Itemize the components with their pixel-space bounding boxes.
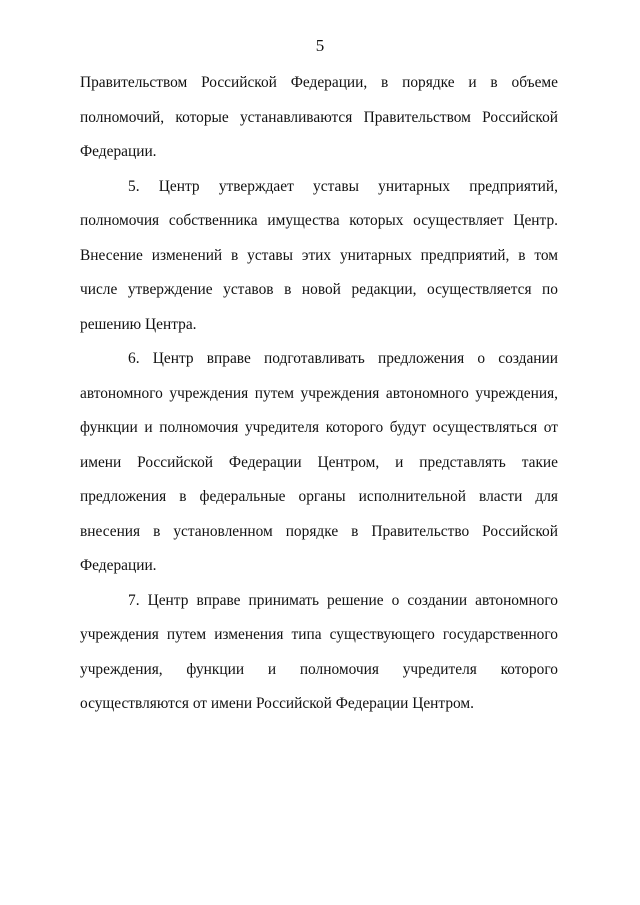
document-body [80, 66, 558, 722]
paragraph-item-6: 6. Центр вправе подготавливать предложения о создании автономного учреждения путем учреждения автономного учреждения, функции и полномочия учредителя которого будут осуществляться от имени Российской Федерации Центром, и представлять такие предложения в федеральные органы исполнительной власти для внесения в установленном порядке в Правительство Российской Федерации. [80, 350, 558, 574]
paragraph-continuation: Правительством Российской Федерации, в порядке и в объеме полномочий, которые устанавливаются Правительством Российской Федерации. [80, 74, 558, 160]
paragraph-item-7: 7. Центр вправе принимать решение о создании автономного учреждения путем изменения типа существующего государственного учреждения, функции и полномочия учредителя которого осуществляются от имени Российской Федерации Центром. [80, 591, 558, 712]
page-number: 5 [315, 36, 325, 55]
paragraph-item-5: 5. Центр утверждает уставы унитарных предприятий, полномочия собственника имущества которых осуществляет Центр. Внесение изменений в уставы этих унитарных предприятий, в том числе утверждение уставов в новой редакции, осуществляется по решению Центра. [80, 177, 558, 333]
